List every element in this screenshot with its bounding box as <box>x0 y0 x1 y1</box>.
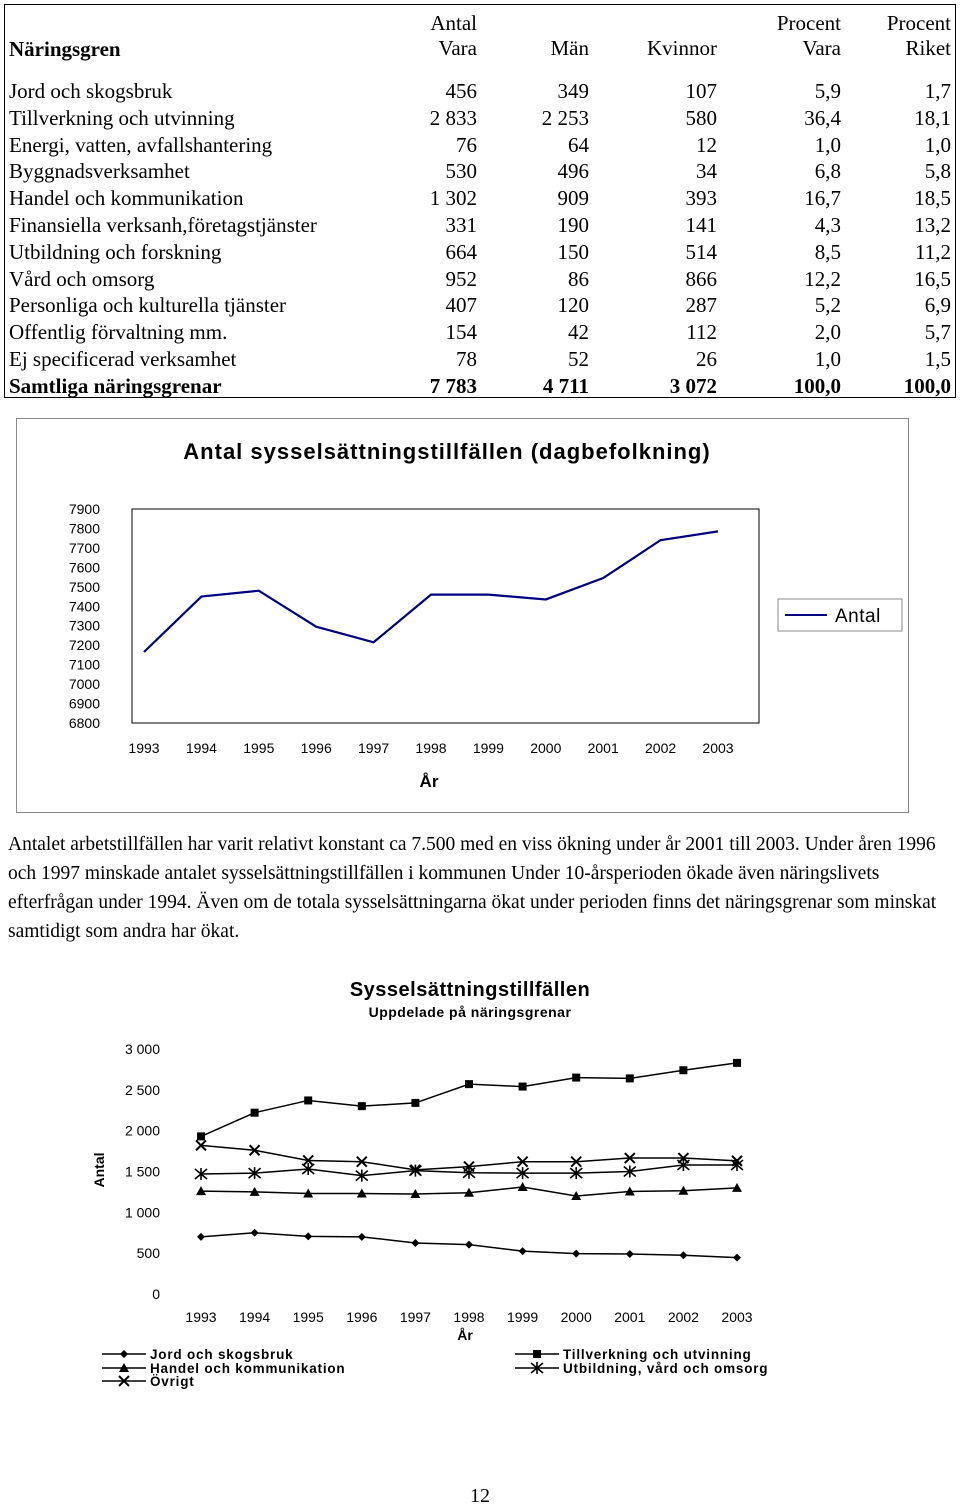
cell-man: 120 <box>557 293 589 318</box>
cell-man: 190 <box>557 213 589 237</box>
x-tick-label: 1996 <box>300 740 332 756</box>
y-tick-label: 1 000 <box>124 1204 160 1221</box>
y-tick-label: 7200 <box>68 637 100 654</box>
y-tick-label: 7800 <box>68 520 100 537</box>
y-tick-label: 2 000 <box>124 1122 160 1139</box>
cell-man: 909 <box>557 186 589 211</box>
cell-man: 2 253 <box>541 105 589 130</box>
row-name: Energi, vatten, avfallshantering <box>9 132 273 157</box>
legend-item-utbildning-vård-och-omsorg <box>515 1361 768 1376</box>
table-total-row <box>5 373 955 399</box>
cell-priket: 100,0 <box>903 373 951 398</box>
cell-pvara: 12,2 <box>804 266 841 291</box>
y-tick-label: 1 500 <box>124 1163 160 1180</box>
cell-priket: 18,5 <box>914 186 951 211</box>
legend-label: Utbildning, vård och omsorg <box>563 1361 769 1376</box>
data-point-tillverkning-och-utvinning <box>572 1074 580 1082</box>
table-row <box>5 158 955 184</box>
header-procent-riket-line1: Procent <box>886 11 951 35</box>
cell-pvara: 5,9 <box>814 79 841 103</box>
x-tick-label: 2003 <box>721 1309 753 1325</box>
x-tick-label: 2002 <box>667 1309 699 1325</box>
data-point-jord-och-skogsbruk <box>465 1241 473 1249</box>
y-tick-label: 0 <box>152 1286 160 1302</box>
chart-naringsgrenar <box>40 970 921 1390</box>
table-row <box>5 212 955 238</box>
cell-antal: 456 <box>445 79 477 103</box>
x-tick-label: 1996 <box>346 1309 378 1325</box>
cell-antal: 530 <box>445 159 477 184</box>
cell-antal: 76 <box>456 132 477 157</box>
x-tick-label: 1998 <box>415 740 447 756</box>
cell-priket: 5,7 <box>924 320 951 345</box>
row-name: Finansiella verksanh,företagstjänster <box>9 213 317 237</box>
chart-dagbefolkning-svg <box>17 419 908 812</box>
chart-title: Antal sysselsättningstillfällen (dagbefolkning) <box>183 439 711 464</box>
header-kvinnor: Kvinnor <box>647 36 717 60</box>
data-point-jord-och-skogsbruk <box>251 1229 259 1237</box>
y-tick-label: 6800 <box>68 715 100 731</box>
cell-pvara: 1,0 <box>814 132 841 157</box>
table-row <box>5 346 955 372</box>
x-axis-label: År <box>419 772 439 791</box>
header-naringsgren: Näringsgren <box>9 37 121 61</box>
cell-kvinnor: 12 <box>696 132 717 157</box>
header-procent-riket-line2: Riket <box>905 36 951 60</box>
cell-antal: 2 833 <box>429 105 477 130</box>
data-point-jord-och-skogsbruk <box>358 1233 366 1241</box>
cell-kvinnor: 112 <box>686 320 717 345</box>
x-tick-label: 1993 <box>128 740 160 756</box>
series-line-antal <box>144 531 718 652</box>
cell-kvinnor: 3 072 <box>669 373 717 398</box>
cell-priket: 16,5 <box>914 266 951 291</box>
legend-item-tillverkning-och-utvinning <box>515 1347 752 1362</box>
row-name: Offentlig förvaltning mm. <box>9 320 228 345</box>
cell-man: 52 <box>568 347 589 371</box>
data-point-tillverkning-och-utvinning <box>411 1099 419 1107</box>
data-point-tillverkning-och-utvinning <box>679 1066 687 1074</box>
table-header <box>5 11 955 63</box>
cell-man: 349 <box>557 79 589 103</box>
row-name: Utbildning och forskning <box>9 239 222 264</box>
cell-antal: 664 <box>445 239 477 264</box>
data-point-tillverkning-och-utvinning <box>519 1083 527 1091</box>
table-row <box>5 185 955 211</box>
chart-naringsgrenar-svg <box>40 970 921 1390</box>
data-point-tillverkning-och-utvinning <box>626 1074 634 1082</box>
row-name: Samtliga näringsgrenar <box>9 373 222 398</box>
data-point-jord-och-skogsbruk <box>679 1251 687 1259</box>
header-procent-vara-line1: Procent <box>776 11 841 35</box>
cell-kvinnor: 514 <box>685 239 717 264</box>
series-jord-och-skogsbruk <box>197 1229 741 1262</box>
legend-item-jord-och-skogsbruk <box>102 1347 293 1362</box>
cell-pvara: 1,0 <box>814 347 841 371</box>
table-row <box>5 132 955 158</box>
row-name: Handel och kommunikation <box>9 186 244 211</box>
series-handel-och-kommunikation <box>196 1182 742 1200</box>
x-tick-label: 2001 <box>614 1309 646 1325</box>
cell-pvara: 36,4 <box>804 105 841 130</box>
y-tick-label: 7100 <box>68 656 100 673</box>
series-utbildning-vård-och-omsorg <box>195 1159 743 1182</box>
data-point-jord-och-skogsbruk <box>626 1250 634 1258</box>
data-point-tillverkning-och-utvinning <box>304 1096 312 1104</box>
y-tick-label: 6900 <box>68 695 100 712</box>
legend-label-antal: Antal <box>835 606 881 627</box>
cell-kvinnor: 287 <box>685 293 717 318</box>
data-point-jord-och-skogsbruk <box>197 1233 205 1241</box>
cell-kvinnor: 34 <box>696 159 717 184</box>
row-name: Ej specificerad verksamhet <box>9 347 237 371</box>
x-tick-label: 1995 <box>243 740 275 756</box>
y-tick-label: 7500 <box>68 578 100 595</box>
cell-kvinnor: 141 <box>685 213 717 237</box>
cell-priket: 5,8 <box>924 159 951 184</box>
y-axis-label: Antal <box>91 1152 107 1188</box>
legend-label: Handel och kommunikation <box>150 1361 346 1376</box>
page-number: 12 <box>470 1485 490 1507</box>
legend-item-handel-och-kommunikation <box>102 1361 345 1376</box>
data-point-jord-och-skogsbruk <box>411 1239 419 1247</box>
header-man: Män <box>550 36 589 60</box>
cell-antal: 154 <box>445 320 477 345</box>
x-tick-label: 2000 <box>560 1309 592 1325</box>
cell-man: 4 711 <box>542 373 589 398</box>
cell-priket: 13,2 <box>914 213 951 237</box>
data-point-tillverkning-och-utvinning <box>465 1080 473 1088</box>
table-row <box>5 105 955 131</box>
cell-pvara: 6,8 <box>814 159 841 184</box>
table-row <box>5 292 955 318</box>
x-tick-label: 1999 <box>507 1309 539 1325</box>
cell-kvinnor: 393 <box>685 186 717 211</box>
x-tick-label: 2003 <box>702 740 734 756</box>
cell-man: 86 <box>568 266 589 291</box>
y-tick-label: 7900 <box>68 501 100 517</box>
data-point-jord-och-skogsbruk <box>519 1247 527 1255</box>
cell-kvinnor: 580 <box>685 105 717 130</box>
y-tick-label: 3 000 <box>124 1041 160 1057</box>
cell-antal: 7 783 <box>429 373 477 398</box>
header-antal-line1: Antal <box>430 11 477 35</box>
cell-man: 496 <box>557 159 589 184</box>
y-tick-label: 500 <box>136 1245 160 1262</box>
series-line-tillverkning-och-utvinning <box>201 1063 737 1137</box>
data-point-tillverkning-och-utvinning <box>533 1350 541 1358</box>
cell-priket: 1,0 <box>924 132 951 157</box>
x-tick-label: 1999 <box>472 740 504 756</box>
plot-area <box>132 509 759 723</box>
cell-priket: 11,2 <box>915 239 951 264</box>
data-point-tillverkning-och-utvinning <box>197 1132 205 1140</box>
row-name: Byggnadsverksamhet <box>9 159 190 184</box>
chart-dagbefolkning <box>16 418 909 813</box>
body-paragraph: Antalet arbetstillfällen har varit relativt konstant ca 7.500 med en viss ökning under år 2001 till 2003. Under åren 1996 och 1997 minskade antalet sysselsättningstillfällen i kommunen Under 10-årsperioden ökade även näringslivets efterfrågan under 1994. Även om de totala sysselsättningarna ökat under perioden finns det näringsgrenar som minskat samtidigt som andra har ökat. <box>8 834 937 942</box>
cell-man: 150 <box>557 239 589 264</box>
header-procent-vara-line2: Vara <box>802 36 841 60</box>
data-point-jord-och-skogsbruk <box>572 1250 580 1258</box>
cell-pvara: 2,0 <box>814 320 841 345</box>
header-antal-line2: Vara <box>438 36 477 60</box>
cell-pvara: 5,2 <box>814 293 841 318</box>
row-name: Vård och omsorg <box>9 266 155 291</box>
legend-label: Tillverkning och utvinning <box>563 1347 752 1362</box>
x-tick-label: 2000 <box>530 740 562 756</box>
cell-pvara: 4,3 <box>814 213 841 237</box>
y-tick-label: 7600 <box>68 559 100 576</box>
cell-antal: 78 <box>456 347 477 371</box>
y-tick-label: 7300 <box>68 617 100 634</box>
table-row <box>5 78 955 104</box>
cell-antal: 1 302 <box>429 186 477 211</box>
table-row <box>5 319 955 345</box>
data-point-tillverkning-och-utvinning <box>733 1059 741 1067</box>
data-point-tillverkning-och-utvinning <box>251 1109 259 1117</box>
table-row <box>5 266 955 292</box>
cell-kvinnor: 866 <box>685 266 717 291</box>
x-tick-label: 2001 <box>587 740 619 756</box>
row-name: Jord och skogsbruk <box>9 79 173 103</box>
x-tick-label: 1998 <box>453 1309 485 1325</box>
cell-pvara: 16,7 <box>804 186 841 211</box>
series-tillverkning-och-utvinning <box>197 1059 741 1141</box>
row-name: Tillverkning och utvinning <box>9 105 235 130</box>
cell-pvara: 100,0 <box>793 373 841 398</box>
employment-table <box>4 4 956 398</box>
data-point-jord-och-skogsbruk <box>120 1350 128 1358</box>
legend-label: Jord och skogsbruk <box>150 1347 294 1362</box>
cell-priket: 18,1 <box>914 105 951 130</box>
y-tick-label: 2 500 <box>124 1081 160 1098</box>
table-row <box>5 239 955 265</box>
y-tick-label: 7700 <box>68 539 100 556</box>
x-tick-label: 1994 <box>239 1309 271 1325</box>
x-axis-label: År <box>457 1327 473 1343</box>
y-tick-label: 7400 <box>68 598 100 615</box>
data-point-jord-och-skogsbruk <box>304 1232 312 1240</box>
cell-pvara: 8,5 <box>814 239 841 264</box>
cell-kvinnor: 107 <box>685 79 717 103</box>
legend-item-övrigt <box>102 1374 195 1389</box>
x-tick-label: 1997 <box>358 740 390 756</box>
y-tick-label: 7000 <box>68 676 100 693</box>
cell-priket: 6,9 <box>924 293 951 318</box>
data-point-tillverkning-och-utvinning <box>358 1102 366 1110</box>
cell-antal: 407 <box>445 293 477 318</box>
chart-subtitle: Uppdelade på näringsgrenar <box>368 1004 572 1020</box>
cell-kvinnor: 26 <box>696 347 717 371</box>
x-tick-label: 1993 <box>185 1309 217 1325</box>
x-tick-label: 2002 <box>645 740 677 756</box>
cell-priket: 1,5 <box>924 347 951 371</box>
data-point-handel-och-kommunikation <box>518 1182 528 1191</box>
cell-antal: 952 <box>445 266 477 291</box>
x-tick-label: 1997 <box>399 1309 431 1325</box>
row-name: Personliga och kulturella tjänster <box>9 293 287 318</box>
chart-title: Sysselsättningstillfällen <box>349 979 591 1001</box>
cell-priket: 1,7 <box>924 79 951 103</box>
legend-label: Övrigt <box>150 1374 195 1389</box>
data-point-jord-och-skogsbruk <box>733 1254 741 1262</box>
cell-antal: 331 <box>445 213 477 237</box>
x-tick-label: 1994 <box>185 740 217 756</box>
cell-man: 42 <box>568 320 589 345</box>
cell-man: 64 <box>568 132 589 157</box>
x-tick-label: 1995 <box>292 1309 324 1325</box>
